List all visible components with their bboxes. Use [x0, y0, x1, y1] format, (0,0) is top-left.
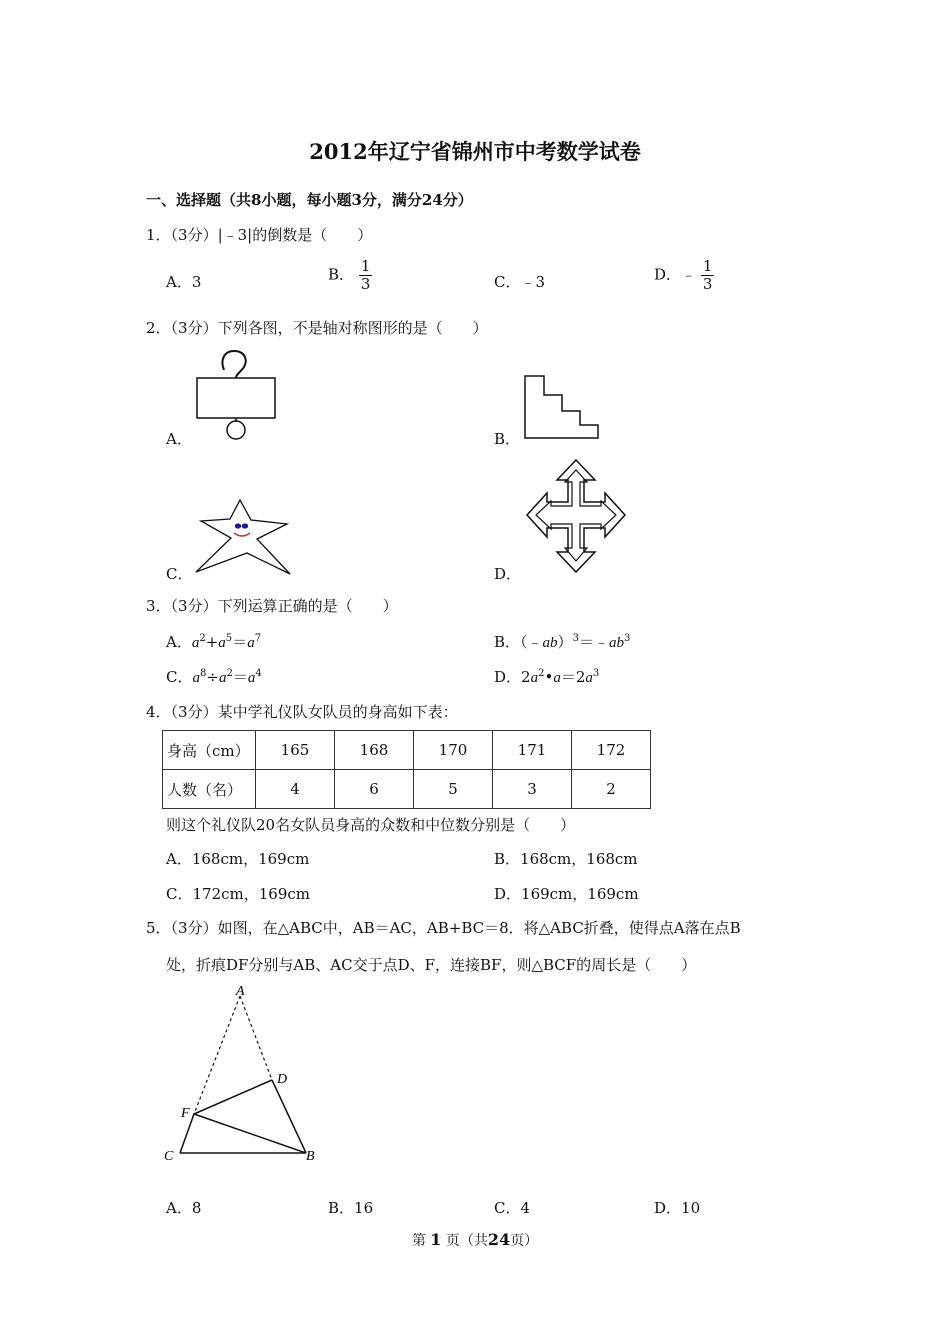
q2-option-a: A． — [166, 430, 192, 448]
question-1-stem: 1．（3分）|﹣3|的倒数是（ ） — [146, 226, 373, 244]
q2-option-c: C． — [166, 565, 193, 583]
q4-option-b: B．168cm，168cm — [494, 850, 638, 868]
hook-rectangle-figure — [190, 348, 280, 440]
fraction-numerator: 1 — [360, 257, 371, 275]
q3-option-b: B．$(﹣ab)^3=﹣ab^3$ — [494, 633, 631, 651]
q1-option-c: C．﹣3 — [494, 273, 546, 291]
footer-prefix: 第 — [411, 1233, 426, 1249]
q5-option-c: C．4 — [494, 1199, 531, 1217]
q1-option-d-label: D．﹣ — [654, 265, 697, 284]
question-4-question: 则这个礼仪队20名女队员身高的众数和中位数分别是（ ） — [166, 816, 576, 834]
page-footer — [0, 1230, 950, 1250]
fraction-denominator: 3 — [360, 275, 371, 293]
table-cell: 171 — [493, 731, 572, 770]
question-2-stem: 2．（3分）下列各图，不是轴对称图形的是（ ） — [146, 319, 488, 337]
q3-option-a-label: A． — [166, 633, 192, 651]
vertex-label-d: D — [277, 1072, 288, 1087]
vertex-label-a: A — [236, 984, 245, 999]
height-table — [162, 730, 651, 809]
q5-option-a: A．8 — [166, 1199, 202, 1217]
question-5-line-2: 处，折痕DF分别与AB、AC交于点D、F，连接BF，则△BCF的周长是（ ） — [166, 956, 697, 974]
table-cell: 168 — [335, 731, 414, 770]
q3-option-d: D．$2a^2•a=2a^3$ — [494, 668, 600, 686]
table-row — [163, 731, 651, 770]
table-cell: 4 — [256, 770, 335, 809]
table-cell: 170 — [414, 731, 493, 770]
q3-option-b-label: B． — [494, 633, 521, 651]
q1-option-b-label: B． — [328, 265, 355, 284]
vertex-label-f: F — [181, 1106, 190, 1121]
question-3-stem: 3．（3分）下列运算正确的是（ ） — [146, 597, 398, 615]
q2-option-d: D． — [494, 565, 522, 583]
q1-option-d-fraction — [701, 258, 715, 293]
footer-total-pages: 24 — [487, 1230, 511, 1249]
table-cell: 5 — [414, 770, 493, 809]
q4-option-a: A．168cm，169cm — [166, 850, 310, 868]
q1-option-d — [654, 258, 714, 293]
footer-middle: 页（共 — [445, 1233, 488, 1249]
table-cell: 2 — [572, 770, 651, 809]
q1-option-a: A．3 — [166, 273, 202, 291]
q4-option-c: C．172cm，169cm — [166, 885, 310, 903]
q1-option-b — [328, 258, 372, 293]
table-header-count: 人数（名） — [163, 770, 256, 809]
staircase-figure — [522, 373, 602, 441]
question-4-stem: 4．（3分）某中学礼仪队女队员的身高如下表： — [146, 703, 458, 721]
q3-option-c-label: C． — [166, 668, 193, 686]
table-cell: 6 — [335, 770, 414, 809]
table-header-height: 身高（cm） — [163, 731, 256, 770]
q3-option-d-label: D． — [494, 668, 522, 686]
q3-option-a: A．$a^2+a^5=a^7$ — [166, 633, 262, 651]
q2-option-b: B． — [494, 430, 521, 448]
footer-page-number: 1 — [430, 1230, 442, 1249]
q1-option-b-fraction — [359, 258, 373, 293]
fraction-denominator: 3 — [702, 275, 713, 293]
table-cell: 165 — [256, 731, 335, 770]
triangle-fold-figure — [160, 982, 325, 1167]
page-title: 2012年辽宁省锦州市中考数学试卷 — [309, 139, 641, 164]
vertex-label-c: C — [164, 1149, 174, 1164]
q5-option-b: B．16 — [328, 1199, 374, 1217]
q3-option-c: C．$a^8\div a^2=a^4$ — [166, 668, 262, 686]
fraction-numerator: 1 — [702, 257, 713, 275]
four-arrows-figure — [524, 458, 628, 574]
q5-option-d: D．10 — [654, 1199, 701, 1217]
question-5-line-1: 5．（3分）如图，在△ABC中，AB＝AC，AB+BC＝8．将△ABC折叠，使得点A落在点B — [146, 919, 741, 937]
vertex-label-b: B — [306, 1149, 315, 1164]
table-row — [163, 770, 651, 809]
star-face-figure — [193, 496, 293, 576]
table-cell: 172 — [572, 731, 651, 770]
footer-suffix: 页） — [510, 1233, 539, 1249]
table-cell: 3 — [493, 770, 572, 809]
q4-option-d: D．169cm，169cm — [494, 885, 639, 903]
section-heading: 一、选择题（共8小题，每小题3分，满分24分） — [146, 191, 473, 209]
